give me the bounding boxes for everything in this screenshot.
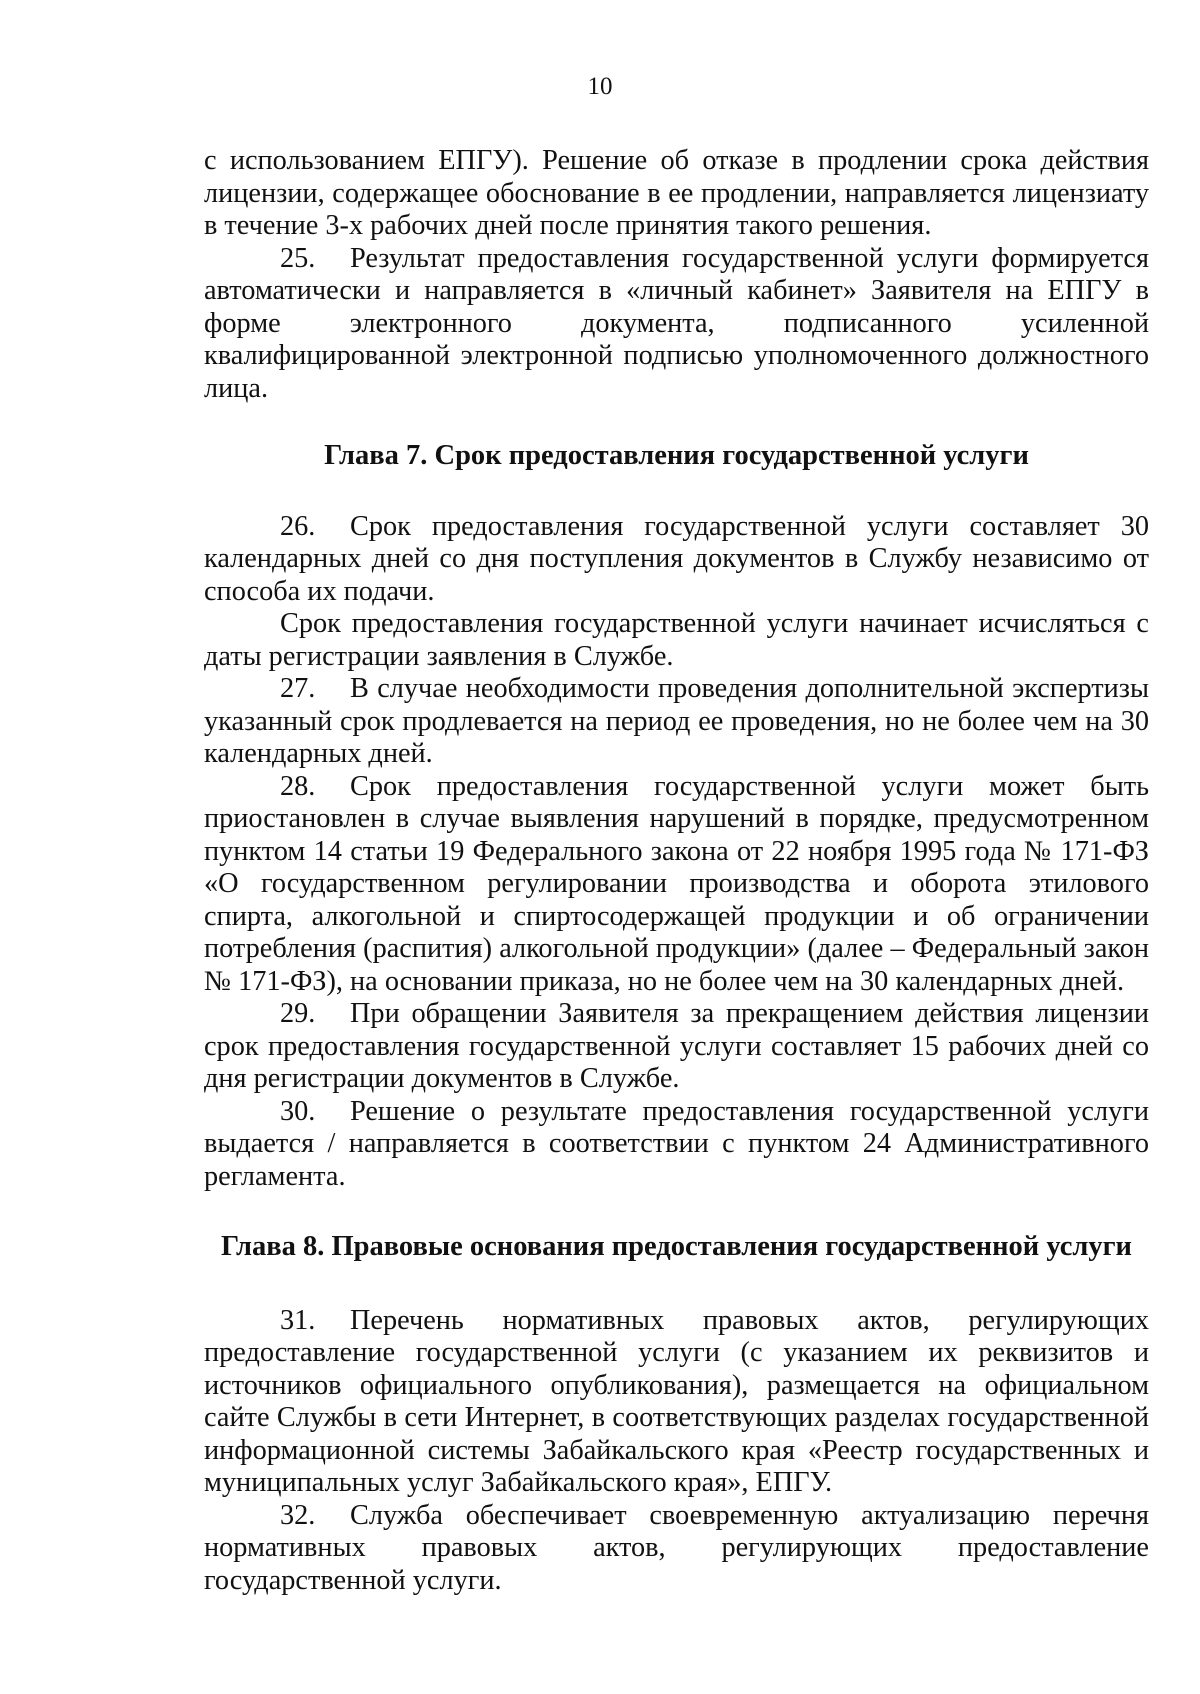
paragraph-text: Срок предоставления государственной услуги составляет 30 календарных дней со дня поступления документов в Службу независимо от способа их подачи. <box>204 510 1149 607</box>
paragraph-number: 32. <box>280 1499 316 1531</box>
paragraph-number: 31. <box>280 1304 316 1336</box>
paragraph-text: При обращении Заявителя за прекращением действия лицензии срок предоставления государственной услуги составляет 15 рабочих дней со дня регистрации документов в Службе. <box>204 998 1149 1094</box>
paragraph-31 <box>204 1305 1149 1500</box>
intro-paragraph: с использованием ЕПГУ). Решение об отказе в продлении срока действия лицензии, содержащее обоснование в ее продлении, направляется лицензиату в течение 3-х рабочих дней после принятия такого решения. <box>204 145 1149 241</box>
paragraph-number: 27. <box>280 673 316 704</box>
chapter-7-heading: Глава 7. Срок предоставления государственной услуги <box>324 440 1029 471</box>
paragraph-32 <box>204 1500 1149 1598</box>
document-body <box>204 145 1149 1597</box>
paragraph-text: Перечень нормативных правовых актов, регулирующих предоставление государственной услуги (с указанием их реквизитов и источников официального опубликования), размещается на официальном сайте Службы в сети Интернет, в соответствующих разделах государственной информационной системы Забайкальского края «Реестр государственных и муниципальных услуг Забайкальского края», ЕПГУ. <box>204 1304 1149 1498</box>
paragraph-text: Служба обеспечивает своевременную актуализацию перечня нормативных правовых актов, регулирующих предоставление государственной услуги. <box>204 1499 1149 1596</box>
paragraph-text: Срок предоставления государственной услуги может быть приостановлен в случае выявления нарушений в порядке, предусмотренном пунктом 14 статьи 19 Федерального закона от 22 ноября 1995 года № 171-ФЗ «О государственном регулировании производства и оборота этилового спирта, алкогольной и спиртосодержащей продукции и об ограничении потребления (распития) алкогольной продукции» (далее – Федеральный закон № 171-ФЗ), на основании приказа, но не более чем на 30 календарных дней. <box>204 770 1149 997</box>
page-number: 10 <box>587 73 613 100</box>
paragraph-number: 29. <box>280 998 316 1029</box>
paragraph-number: 25. <box>280 242 316 274</box>
paragraph-number: 28. <box>280 770 316 802</box>
paragraph-28 <box>204 771 1149 999</box>
paragraph-26 <box>204 511 1149 609</box>
paragraph-text: В случае необходимости проведения дополнительной экспертизы указанный срок продлевается на период ее проведения, но не более чем на 30 календарных дней. <box>204 673 1149 769</box>
paragraph-27 <box>204 673 1149 771</box>
paragraph-text: Результат предоставления государственной услуги формируется автоматически и направляется в «личный кабинет» Заявителя на ЕПГУ в форме электронного документа, подписанного усиленной квалифицированной электронной подписью уполномоченного должностного лица. <box>204 242 1149 404</box>
paragraph-number: 26. <box>280 510 316 542</box>
paragraph-number: 30. <box>280 1095 316 1127</box>
paragraph-26-continuation: Срок предоставления государственной услуги начинает исчисляться с даты регистрации заявления в Службе. <box>204 608 1149 672</box>
paragraph-text: Решение о результате предоставления государственной услуги выдается / направляется в соответствии с пунктом 24 Административного регламента. <box>204 1095 1149 1192</box>
paragraph-30 <box>204 1096 1149 1194</box>
paragraph-25 <box>204 243 1149 406</box>
paragraph-29 <box>204 998 1149 1096</box>
chapter-8-heading: Глава 8. Правовые основания предоставления государственной услуги <box>221 1231 1132 1262</box>
